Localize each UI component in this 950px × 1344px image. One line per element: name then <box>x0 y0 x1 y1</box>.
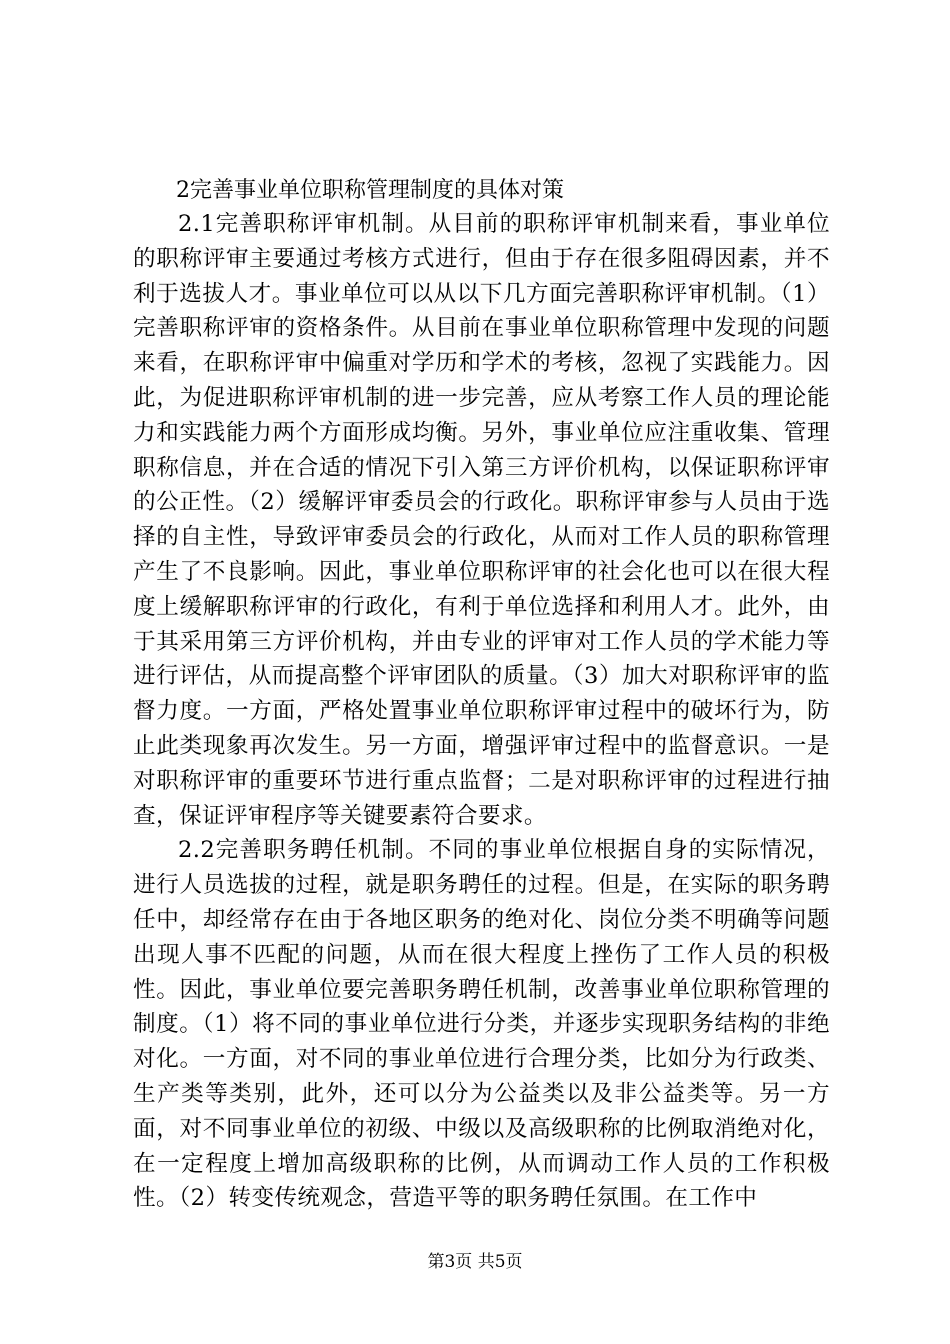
paragraph-2-1: 2.1完善职称评审机制。从目前的职称评审机制来看，事业单位的职称评审主要通过考核方式进行，但由于存在很多阻碍因素，并不利于选拔人才。事业单位可以从以下几方面完善职称评审机制。（1）完善职称评审的资格条件。从目前在事业单位职称管理中发现的问题来看，在职称评审中偏重对学历和学术的考核，忽视了实践能力。因此，为促进职称评审机制的进一步完善，应从考察工作人员的理论能力和实践能力两个方面形成均衡。另外，事业单位应注重收集、管理职称信息，并在合适的情况下引入第三方评价机构，以保证职称评审的公正性。（2）缓解评审委员会的行政化。职称评审参与人员由于选择的自主性，导致评审委员会的行政化，从而对工作人员的职称管理产生了不良影响。因此，事业单位职称评审的社会化也可以在很大程度上缓解职称评审的行政化，有利于单位选择和利用人才。此外，由于其采用第三方评价机构，并由专业的评审对工作人员的学术能力等进行评估，从而提高整个评审团队的质量。（3）加大对职称评审的监督力度。一方面，严格处置事业单位职称评审过程中的破坏行为，防止此类现象再次发生。另一方面，增强评审过程中的监督意识。一是对职称评审的重要环节进行重点监督；二是对职称评审的过程进行抽查，保证评审程序等关键要素符合要求。 <box>133 211 830 829</box>
paragraph-2-2: 2.2完善职务聘任机制。不同的事业单位根据自身的实际情况，进行人员选拔的过程，就是职务聘任的过程。但是，在实际的职务聘任中，却经常存在由于各地区职务的绝对化、岗位分类不明确等问题出现人事不匹配的问题，从而在很大程度上挫伤了工作人员的积极性。因此，事业单位要完善职务聘任机制，改善事业单位职称管理的制度。（1）将不同的事业单位进行分类，并逐步实现职务结构的非绝对化。一方面，对不同的事业单位进行合理分类，比如分为行政类、生产类等类别，此外，还可以分为公益类以及非公益类等。另一方面，对不同事业单位的初级、中级以及高级职称的比例取消绝对化，在一定程度上增加高级职称的比例，从而调动工作人员的工作积极性。（2）转变传统观念，营造平等的职务聘任氛围。在工作中 <box>133 837 830 1212</box>
section-heading: 2完善事业单位职称管理制度的具体对策 <box>176 178 564 203</box>
body-text <box>133 175 830 1216</box>
page-footer: 第3页 共5页 <box>427 1252 523 1272</box>
